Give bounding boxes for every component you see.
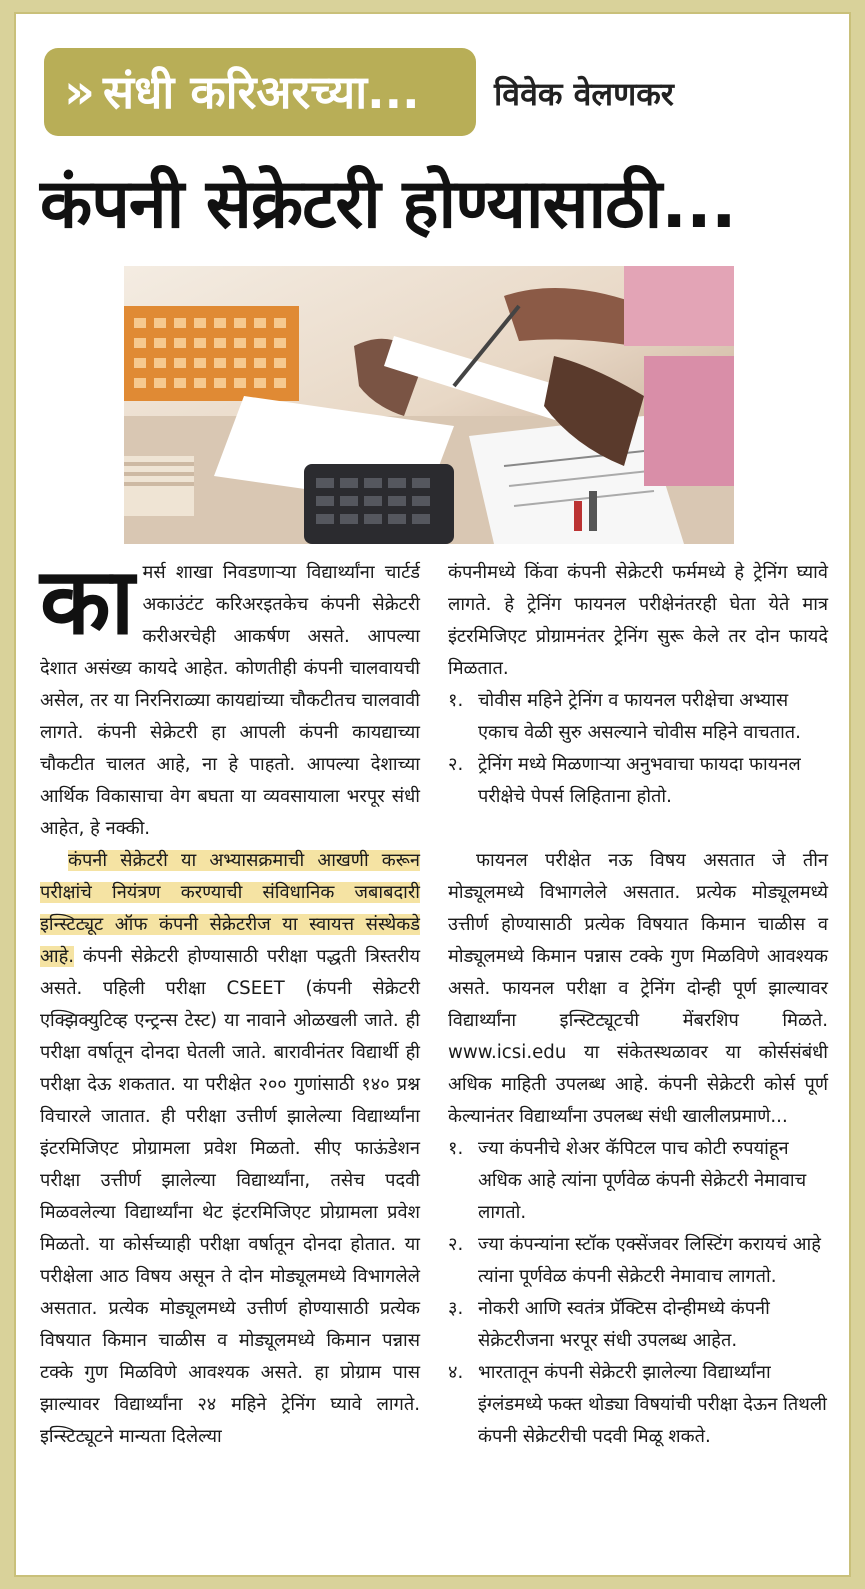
list-item: २. ज्या कंपन्यांना स्टॉक एक्सेंजवर लिस्टिंग करायचं आहे त्यांना पूर्णवेळ कंपनी सेक्रेटरी नेमावाच लागतो. (448, 1234, 821, 1287)
left-column (40, 548, 420, 1453)
intro-paragraph (40, 548, 420, 845)
right-column (448, 557, 828, 1453)
training-paragraph: कंपनीमध्ये किंवा कंपनी सेक्रेटरी फर्ममध्ये हे ट्रेनिंग घ्यावे लागते. हे ट्रेनिंग फायनल परीक्षेनंतरही घेता येते मात्र इंटरमिजिएट प्रोग्रामनंतर ट्रेनिंग सुरू केले तर दोन फायदे मिळतात. (448, 562, 828, 679)
intro-text: मर्स शाखा निवडणाऱ्या विद्यार्थ्यांना चार्टर्ड अकाउंटंट करिअरइतकेच कंपनी सेक्रेटरी करीअरचेही आकर्षण असते. आपल्या देशात असंख्य कायदे आहेत. कोणतीही कंपनी चालवायची असेल, तर या निरनिराळ्या कायद्यांच्या चौकटीतच चालवावी लागते. कंपनी सेक्रेटरी हा आपली कंपनी कायद्याच्या चौकटीत चालत आहे, ना हे पाहतो. आपल्या देशाच्या आर्थिक विकासाचा वेग बघता या व्यवसायाला भरपूर संधी आहेत, हे नक्की. (40, 562, 420, 839)
list-item: ३. नोकरी आणि स्वतंत्र प्रॅक्टिस दोन्हीमध्ये कंपनी सेक्रेटरीजना भरपूर संधी उपलब्ध आहेत. (448, 1298, 770, 1351)
series-banner (44, 48, 476, 136)
training-benefits-list (448, 685, 828, 813)
opportunities-list (448, 1133, 828, 1453)
author-name: विवेक वेलणकर (494, 75, 674, 113)
exam-structure-paragraph (40, 845, 420, 1453)
list-item: १. ज्या कंपनीचे शेअर कॅपिटल पाच कोटी रुपयांहून अधिक आहे त्यांना पूर्णवेळ कंपनी सेक्रेटरी नेमावाच लागतो. (448, 1138, 807, 1223)
list-item: ४. भारतातून कंपनी सेक्रेटरी झालेल्या विद्यार्थ्यांना इंग्लंडमध्ये फक्त थोड्या विषयांची परीक्षा देऊन तिथली कंपनी सेक्रेटरीची पदवी मिळू शकते. (448, 1362, 827, 1447)
newspaper-page (14, 12, 851, 1577)
article-photo (124, 266, 734, 544)
office-documents-calculator-illustration (124, 266, 734, 544)
highlighted-text: कंपनी सेक्रेटरी या अभ्यासक्रमाची आखणी करून परीक्षांचे नियंत्रण करण्याची संविधानिक जबाबदारी इन्स्टिट्यूट ऑफ कंपनी सेक्रेटरीज या स्वायत्त संस्थेकडे आहे. (40, 850, 420, 967)
double-chevron-icon: » (64, 64, 96, 120)
list-item: २. ट्रेनिंग मध्ये मिळणाऱ्या अनुभवाचा फायदा फायनल परीक्षेचे पेपर्स लिहिताना होतो. (448, 754, 801, 807)
article-headline: कंपनी सेक्रेटरी होण्यासाठी... (40, 165, 736, 244)
drop-cap: का (40, 548, 135, 655)
final-exam-paragraph: फायनल परीक्षेत नऊ विषय असतात जे तीन मोड्यूलमध्ये विभागलेले असतात. प्रत्येक मोड्यूलमध्ये उत्तीर्ण होण्यासाठी प्रत्येक विषयात किमान चाळीस व मोड्यूलमध्ये किमान पन्नास टक्के गुण मिळविणे आवश्यक असते. फायनल परीक्षा व ट्रेनिंग दोन्ही पूर्ण झाल्यावर विद्यार्थ्यांना इन्स्टिट्यूटची मेंबरशिप मिळते. www.icsi.edu या संकेतस्थळावर या कोर्ससंबंधी अधिक माहिती उपलब्ध आहे. कंपनी सेक्रेटरी कोर्स पूर्ण केल्यानंतर विद्यार्थ्यांना उपलब्ध संधी खालीलप्रमाणे... (448, 850, 828, 1127)
spacer (448, 813, 828, 845)
exam-structure-text: कंपनी सेक्रेटरी होण्यासाठी परीक्षा पद्धती त्रिस्तरीय असते. पहिली परीक्षा CSEET (कंपनी सेक्रेटरी एक्झिक्युटिव्ह एन्ट्रन्स टेस्ट) या नावाने ओळखली जाते. ही परीक्षा वर्षातून दोनदा घेतली जाते. बारावीनंतर विद्यार्थी ही परीक्षा देऊ शकतात. या परीक्षेत २०० गुणांसाठी १४० प्रश्न विचारले जातात. ही परीक्षा उत्तीर्ण झालेल्या विद्यार्थ्यांना इंटरमिजिएट प्रोग्रामला प्रवेश मिळतो. सीए फाऊंडेशन परीक्षा उत्तीर्ण झालेल्या विद्यार्थ्यांना, तसेच पदवी मिळवलेल्या विद्यार्थ्यांना थेट इंटरमिजिएट प्रोग्रामला प्रवेश मिळतो. या कोर्सच्याही परीक्षा वर्षातून दोनदा होतात. या परीक्षेला आठ विषय असून ते दोन मोड्यूलमध्ये विभागलेले असतात. प्रत्येक मोड्यूलमध्ये उत्तीर्ण होण्यासाठी प्रत्येक विषयात किमान चाळीस व मोड्यूलमध्ये किमान पन्नास टक्के गुण मिळविणे आवश्यक असते. हा प्रोग्राम पास झाल्यावर विद्यार्थ्यांना २४ महिने ट्रेनिंग घ्यावे लागते. इन्स्टिट्यूटने मान्यता दिलेल्या (40, 946, 420, 1447)
series-title: संधी करिअरच्या... (103, 65, 420, 119)
list-item: १. चोवीस महिने ट्रेनिंग व फायनल परीक्षेचा अभ्यास एकाच वेळी सुरु असल्याने चोवीस महिने वाचतात. (448, 690, 801, 743)
